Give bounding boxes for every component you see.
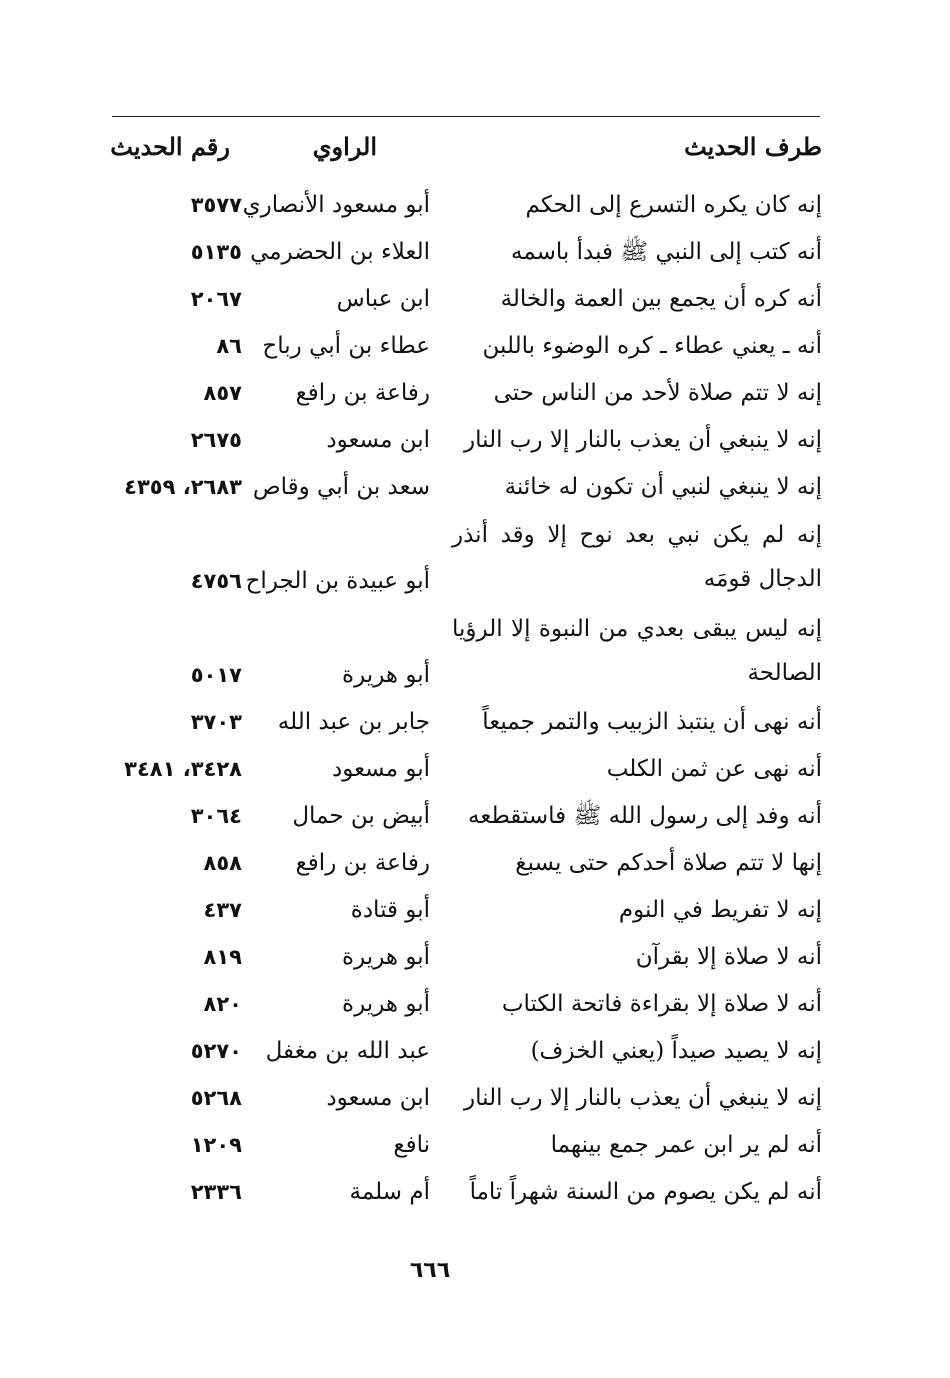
hadith-rawi: سعد بن أبي وقاص [252,474,430,500]
hadith-tarf: أنه كره أن يجمع بين العمة والخالة [500,286,822,312]
hadith-tarf: إنه لا تتم صلاة لأحد من الناس حتى [493,380,822,406]
hadith-raqm: ٤٣٧ [203,898,242,922]
hadith-raqm: ٨٥٧ [203,381,242,405]
hadith-raqm: ٨١٩ [203,945,242,969]
hadith-raqm: ٢٦٧٥ [190,428,242,452]
hadith-rawi: رفاعة بن رافع [295,380,430,406]
hadith-tarf: أنه لا صلاة إلا بقرآن [635,944,822,970]
table-row [96,229,822,276]
table-row [96,323,822,370]
hadith-tarf: أنه لم ير ابن عمر جمع بينهما [550,1132,822,1158]
table-row [96,511,822,605]
hadith-raqm: ٢٠٦٧ [190,287,242,311]
hadith-rawi: عبد الله بن مغفل [265,1038,430,1064]
hadith-tarf: أنه ـ يعني عطاء ـ كره الوضوء باللبن [482,333,822,359]
table-header [100,126,822,170]
table-row [96,605,822,699]
hadith-tarf: إنه لا ينبغي أن يعذب بالنار إلا رب النار [464,427,822,453]
header-tarf: طرف الحديث [684,132,822,161]
hadith-rawi: ابن مسعود [326,427,430,453]
header-rawi: الراوي [312,132,377,161]
table-row [96,934,822,981]
hadith-rawi: أبو هريرة [342,944,430,970]
hadith-raqm: ٨٢٠ [203,992,242,1016]
hadith-tarf: إنه لم يكن نبي بعد نوح إلا وقد أنذر الدجال قومَه [452,522,822,592]
hadith-tarf: إنه لا ينبغي أن يعذب بالنار إلا رب النار [464,1085,822,1111]
table-row [96,699,822,746]
hadith-rawi: ابن مسعود [326,1085,430,1111]
hadith-rawi: أبو عبيدة بن الجراح [245,568,430,594]
table-row [96,746,822,793]
hadith-tarf: إنه لا يصيد صيداً (يعني الخزف) [530,1038,822,1064]
hadith-rawi: أبو قتادة [350,897,430,923]
hadith-tarf: أنه نهى عن ثمن الكلب [606,756,822,782]
table-row [96,370,822,417]
hadith-tarf: إنه لا تفريط في النوم [618,897,822,923]
table-row [96,464,822,511]
hadith-raqm: ٥٠١٧ [190,663,242,687]
hadith-raqm: ٥٢٧٠ [190,1039,242,1063]
table-row [96,887,822,934]
table-row [96,1169,822,1216]
hadith-raqm: ٨٦ [216,334,242,358]
hadith-raqm: ٨٥٨ [203,851,242,875]
hadith-rawi: عطاء بن أبي رباح [262,333,430,359]
table-row [96,981,822,1028]
hadith-raqm: ٣٤٢٨، ٣٤٨١ [124,757,242,781]
hadith-rawi: العلاء بن الحضرمي [250,239,430,265]
hadith-tarf: أنه لا صلاة إلا بقراءة فاتحة الكتاب [501,991,822,1017]
hadith-raqm: ٣٠٦٤ [190,804,242,828]
table-row [96,793,822,840]
hadith-tarf: أنه لم يكن يصوم من السنة شهراً تاماً [469,1179,822,1205]
table-row [96,276,822,323]
hadith-tarf: إنه ليس يبقى بعدي من النبوة إلا الرؤيا الصالحة [452,616,822,686]
hadith-rawi: أبو مسعود [331,756,430,782]
hadith-rawi: رفاعة بن رافع [295,850,430,876]
hadith-raqm: ٥١٣٥ [190,240,242,264]
hadith-tarf: إنها لا تتم صلاة أحدكم حتى يسبغ [515,850,822,876]
table-row [96,840,822,887]
hadith-rawi: أبو هريرة [342,662,430,688]
header-raqm: رقم الحديث [110,132,230,161]
hadith-raqm: ٥٢٦٨ [190,1086,242,1110]
table-row [96,182,822,229]
hadith-raqm: ٢٦٨٣، ٤٣٥٩ [124,475,242,499]
hadith-tarf: أنه كتب إلى النبي ﷺ فبدأ باسمه [511,239,822,265]
table-row [96,1075,822,1122]
hadith-raqm: ٢٣٣٦ [190,1180,242,1204]
hadith-rawi: أم سلمة [349,1179,430,1205]
hadith-rawi: أبو هريرة [342,991,430,1017]
table-row [96,1122,822,1169]
hadith-rawi: جابر بن عبد الله [277,709,430,735]
top-rule [112,116,820,117]
hadith-rawi: نافع [393,1132,430,1158]
page-number: ٦٦٦ [409,1258,451,1283]
hadith-tarf: إنه لا ينبغي لنبي أن تكون له خائنة [504,474,822,500]
hadith-rawi: أبو مسعود الأنصاري [242,192,430,218]
hadith-index-table [96,182,822,1216]
table-row [96,417,822,464]
hadith-tarf: إنه كان يكره التسرع إلى الحكم [525,192,822,218]
hadith-raqm: ٣٥٧٧ [190,193,242,217]
hadith-raqm: ١٢٠٩ [190,1133,242,1157]
hadith-rawi: أبيض بن حمال [292,803,430,829]
hadith-raqm: ٤٧٥٦ [190,569,242,593]
table-row [96,1028,822,1075]
hadith-raqm: ٣٧٠٣ [190,710,242,734]
hadith-tarf: أنه وفد إلى رسول الله ﷺ فاستقطعه [468,803,822,829]
hadith-rawi: ابن عباس [336,286,430,312]
hadith-tarf: أنه نهى أن ينتبذ الزبيب والتمر جميعاً [482,709,822,735]
